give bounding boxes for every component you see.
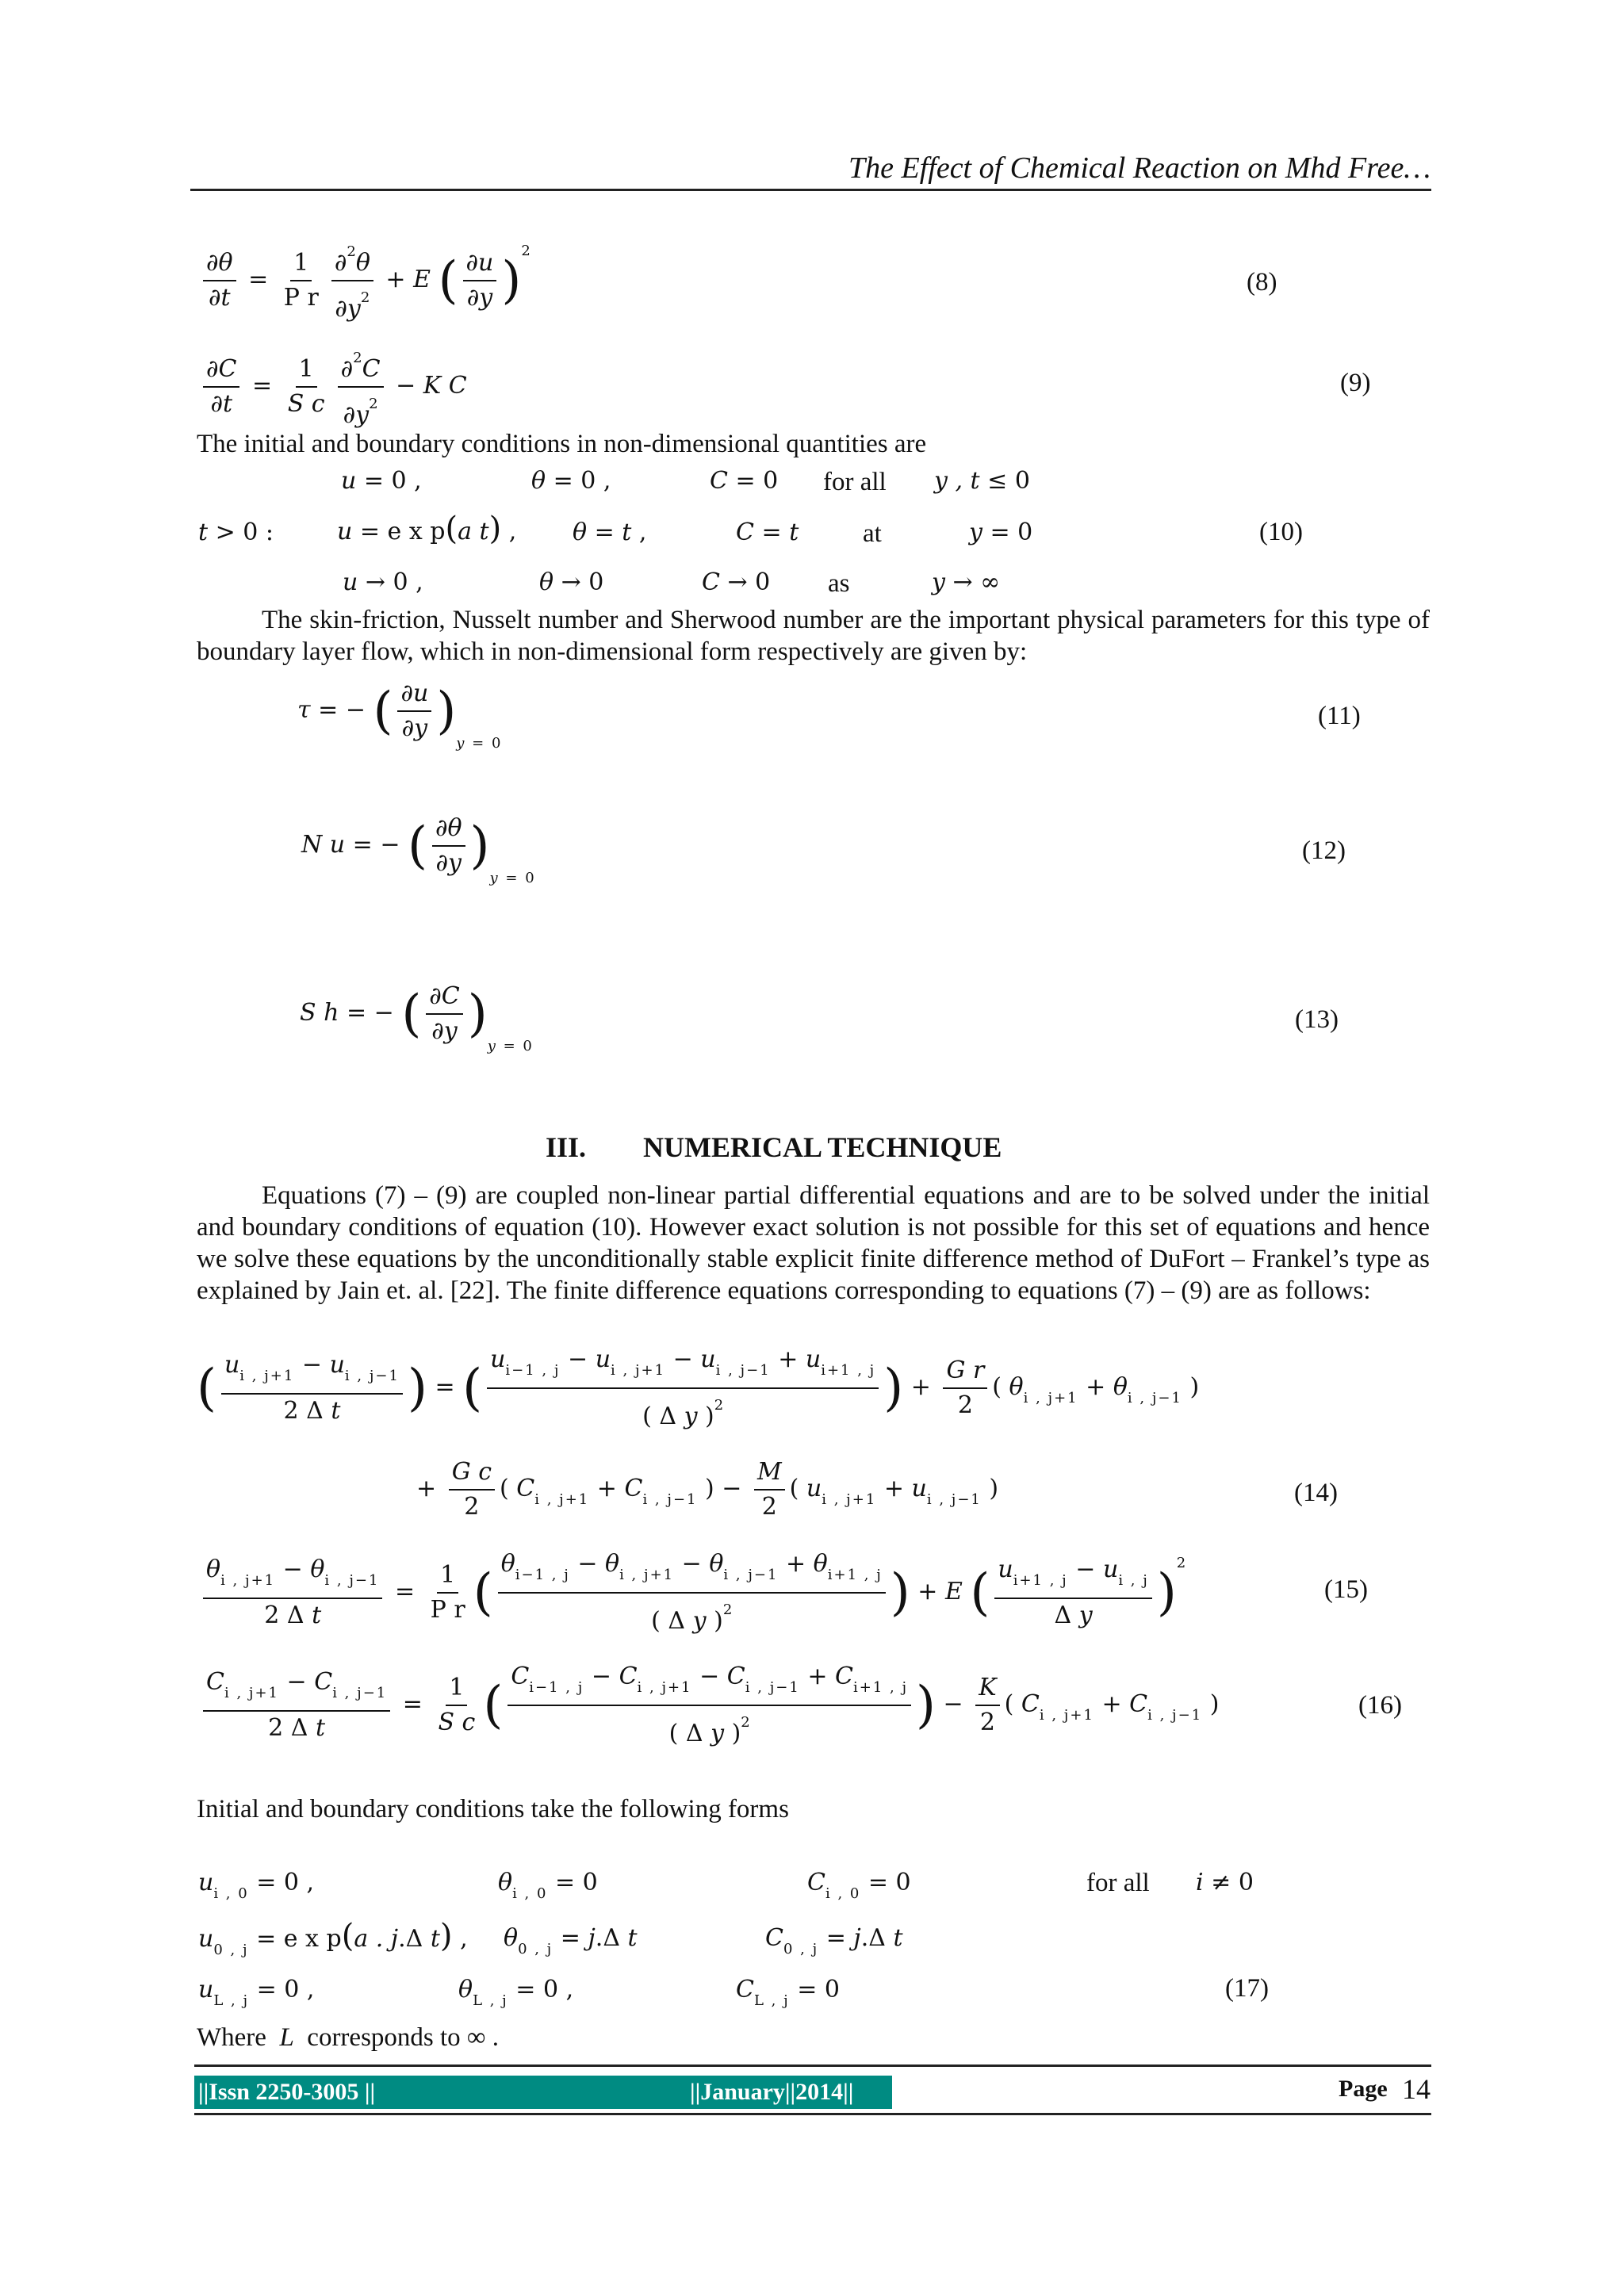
- equation-number-8: (8): [1247, 268, 1277, 297]
- equation-9: $\frac{\partial C}{\partial t}$ = $\frac{1}{\text{S c}}$ $\frac{\partial^2C}{\partial y^2}$ − K C: [198, 345, 467, 429]
- equation-number-16: (16): [1358, 1691, 1402, 1720]
- ibc17-row-1-cond: i ≠ 0: [1196, 1869, 1254, 1896]
- ibc-row-3-u: u → 0 ,: [343, 568, 423, 596]
- symbol-L: L: [273, 2023, 301, 2052]
- section-heading: III. NUMERICAL TECHNIQUE: [546, 1131, 1002, 1163]
- ibc-row-2-u: u = e x p(a t) ,: [337, 511, 517, 547]
- ibc-row-2-theta: θ = t ,: [573, 519, 647, 546]
- ibc-row-3-cond: y → ∞: [932, 568, 1001, 596]
- ibc-as: as: [828, 569, 850, 598]
- equation-number-14: (14): [1294, 1479, 1338, 1507]
- footer-issn: ||Issn 2250-3005 ||: [198, 2079, 376, 2105]
- ibc-row-2-cond: y = 0: [969, 519, 1033, 546]
- equation-13: S h = − ( $\frac{\partial C}{\partial y}$ )$_{y = 0}$: [300, 982, 534, 1054]
- equation-number-13: (13): [1295, 1005, 1339, 1034]
- footer-rule-bottom: [194, 2113, 1431, 2115]
- ibc17-row-2-c: $C_{0 , j} = j.\Delta$ t: [765, 1924, 903, 1957]
- numerical-technique-paragraph: Equations (7) – (9) are coupled non-linear partial differential equations and are to be solved under the initial and boundary conditions of equation (10). However exact solution is not possible for this set of equations and hence we solve these equations by the unconditionally stable explicit finite difference method of DuFort – Frankel’s type as explained by Jain et. al. [22]. The finite difference equations corresponding to equations (7) – (9) are as follows:: [197, 1181, 1430, 1305]
- skin-friction-paragraph: The skin-friction, Nusselt number and Sherwood number are the important physical parameters for this type of boundary layer flow, which in non-dimensional form respectively are given by:: [197, 606, 1430, 666]
- ibc17-row-3-u: $u_{L , j} = 0$ ,: [198, 1976, 315, 2009]
- footer-page-number: 14: [1402, 2073, 1431, 2105]
- ibc-row-1-c: C = 0: [710, 467, 779, 495]
- ibc-row-3-theta: θ → 0: [539, 568, 604, 596]
- ibc17-for-all: for all: [1086, 1869, 1150, 1897]
- ibc-row-1-u: u = 0 ,: [341, 467, 422, 495]
- ibc17-row-1-c: $C_{i , 0} = 0$: [807, 1869, 911, 1902]
- equation-12: N u = − ( $\frac{\partial\theta}{\partial y}$ )$_{y = 0}$: [301, 814, 536, 886]
- corresponds-text: corresponds to ∞ .: [307, 2023, 499, 2052]
- equation-16: $\frac{C_{i , j+1} - C_{i , j-1}}{\text{2 Δ t}}$ = $\frac{1}{\text{S c}}$ ( $\frac{C_{i-1 , j} - C_{i , j+1} - C_{i , j-1} + C_{i+1 , j}}{( \Delta y )^2}$ ) − $\frac{K}{2}$ ( $C_{i , j+1} + C_{i , j-1}$ ): [198, 1663, 1219, 1747]
- running-header: The Effect of Chemical Reaction on Mhd Free…: [848, 151, 1431, 185]
- header-rule: [190, 189, 1431, 191]
- ibc-row-2-t: t > 0 :: [198, 519, 274, 546]
- ibc-row-2-c: C = t: [736, 519, 799, 546]
- ibc-at: at: [863, 519, 882, 548]
- equation-14-line-2: + $\frac{\text{G c}}{2}$ ( $C_{i , j+1} + C_{i , j-1}$ ) − $\frac{M}{2}$ ( $u_{i , j+1} + u_{i , j-1}$ ): [416, 1458, 999, 1521]
- ibc17-row-1-u: $u_{i , 0} = 0$ ,: [198, 1869, 315, 1902]
- equation-8: $\frac{\partial\theta}{\partial t}$ = $\frac{1}{\text{P r}}$ $\frac{\partial^2\theta}{\partial y^2}$ + E ( $\frac{\partial u}{\partial y}$ )$^2$: [198, 238, 530, 323]
- ibc-row-1-theta: θ = 0 ,: [531, 467, 611, 495]
- footer-date: ||January||2014||: [690, 2079, 854, 2105]
- ibc-intro-text: The initial and boundary conditions in non-dimensional quantities are: [197, 430, 927, 458]
- ibc17-row-2-u: $u_{0 , j} = e$ x p(a . j.Δ t) ,: [198, 1918, 468, 1958]
- equation-number-10: (10): [1259, 518, 1303, 546]
- ibc17-row-1-theta: $\theta_{i , 0} = 0$: [498, 1869, 598, 1902]
- footer-page-label: Page: [1339, 2076, 1388, 2102]
- ibc-forms-text: Initial and boundary conditions take the following forms: [197, 1795, 789, 1823]
- equation-number-17: (17): [1225, 1974, 1269, 2003]
- equation-14-line-1: ( $\frac{u_{i , j+1} - u_{i , j-1}}{\text{2 Δ t}}$ ) = ( $\frac{u_{i-1 , j} - u_{i , j+1} - u_{i , j-1} + u_{i+1 , j}}{( \Delta y )^2}$ ) + $\frac{\text{G r}}{2}$ ( $\theta_{i , j+1} + \theta_{i , j-1}$ ): [197, 1345, 1200, 1430]
- ibc-for-all: for all: [823, 468, 887, 496]
- equation-number-12: (12): [1302, 836, 1346, 865]
- equation-number-11: (11): [1318, 702, 1361, 730]
- ibc-row-3-c: C → 0: [702, 568, 771, 596]
- ibc17-row-2-theta: $\theta_{0 , j} = j.\Delta$ t: [504, 1924, 638, 1957]
- ibc17-row-3-theta: $\theta_{L , j} = 0$ ,: [458, 1976, 574, 2009]
- ibc17-row-3-c: $C_{L , j} = 0$: [736, 1976, 840, 2009]
- equation-15: $\frac{\theta_{i , j+1} - \theta_{i , j-1}}{\text{2 Δ t}}$ = $\frac{1}{\text{P r}}$ ( $\frac{\theta_{i-1 , j} - \theta_{i , j+1} - \theta_{i , j-1} + \theta_{i+1 , j}}{( \Delta y )^2}$ ) + E ( $\frac{u_{i+1 , j} - u_{i , j}}{\text{Δ y}}$ )$^2$: [198, 1550, 1185, 1635]
- equation-number-15: (15): [1324, 1575, 1368, 1604]
- equation-11: τ = − ( $\frac{\partial u}{\partial y}$ )$_{y = 0}$: [297, 679, 503, 752]
- footer-rule-top: [194, 2064, 1431, 2067]
- where-line: [197, 2022, 499, 2053]
- ibc-row-1-cond: y , t ≤ 0: [934, 467, 1030, 495]
- equation-number-9: (9): [1340, 369, 1371, 397]
- where-text: Where: [197, 2023, 266, 2052]
